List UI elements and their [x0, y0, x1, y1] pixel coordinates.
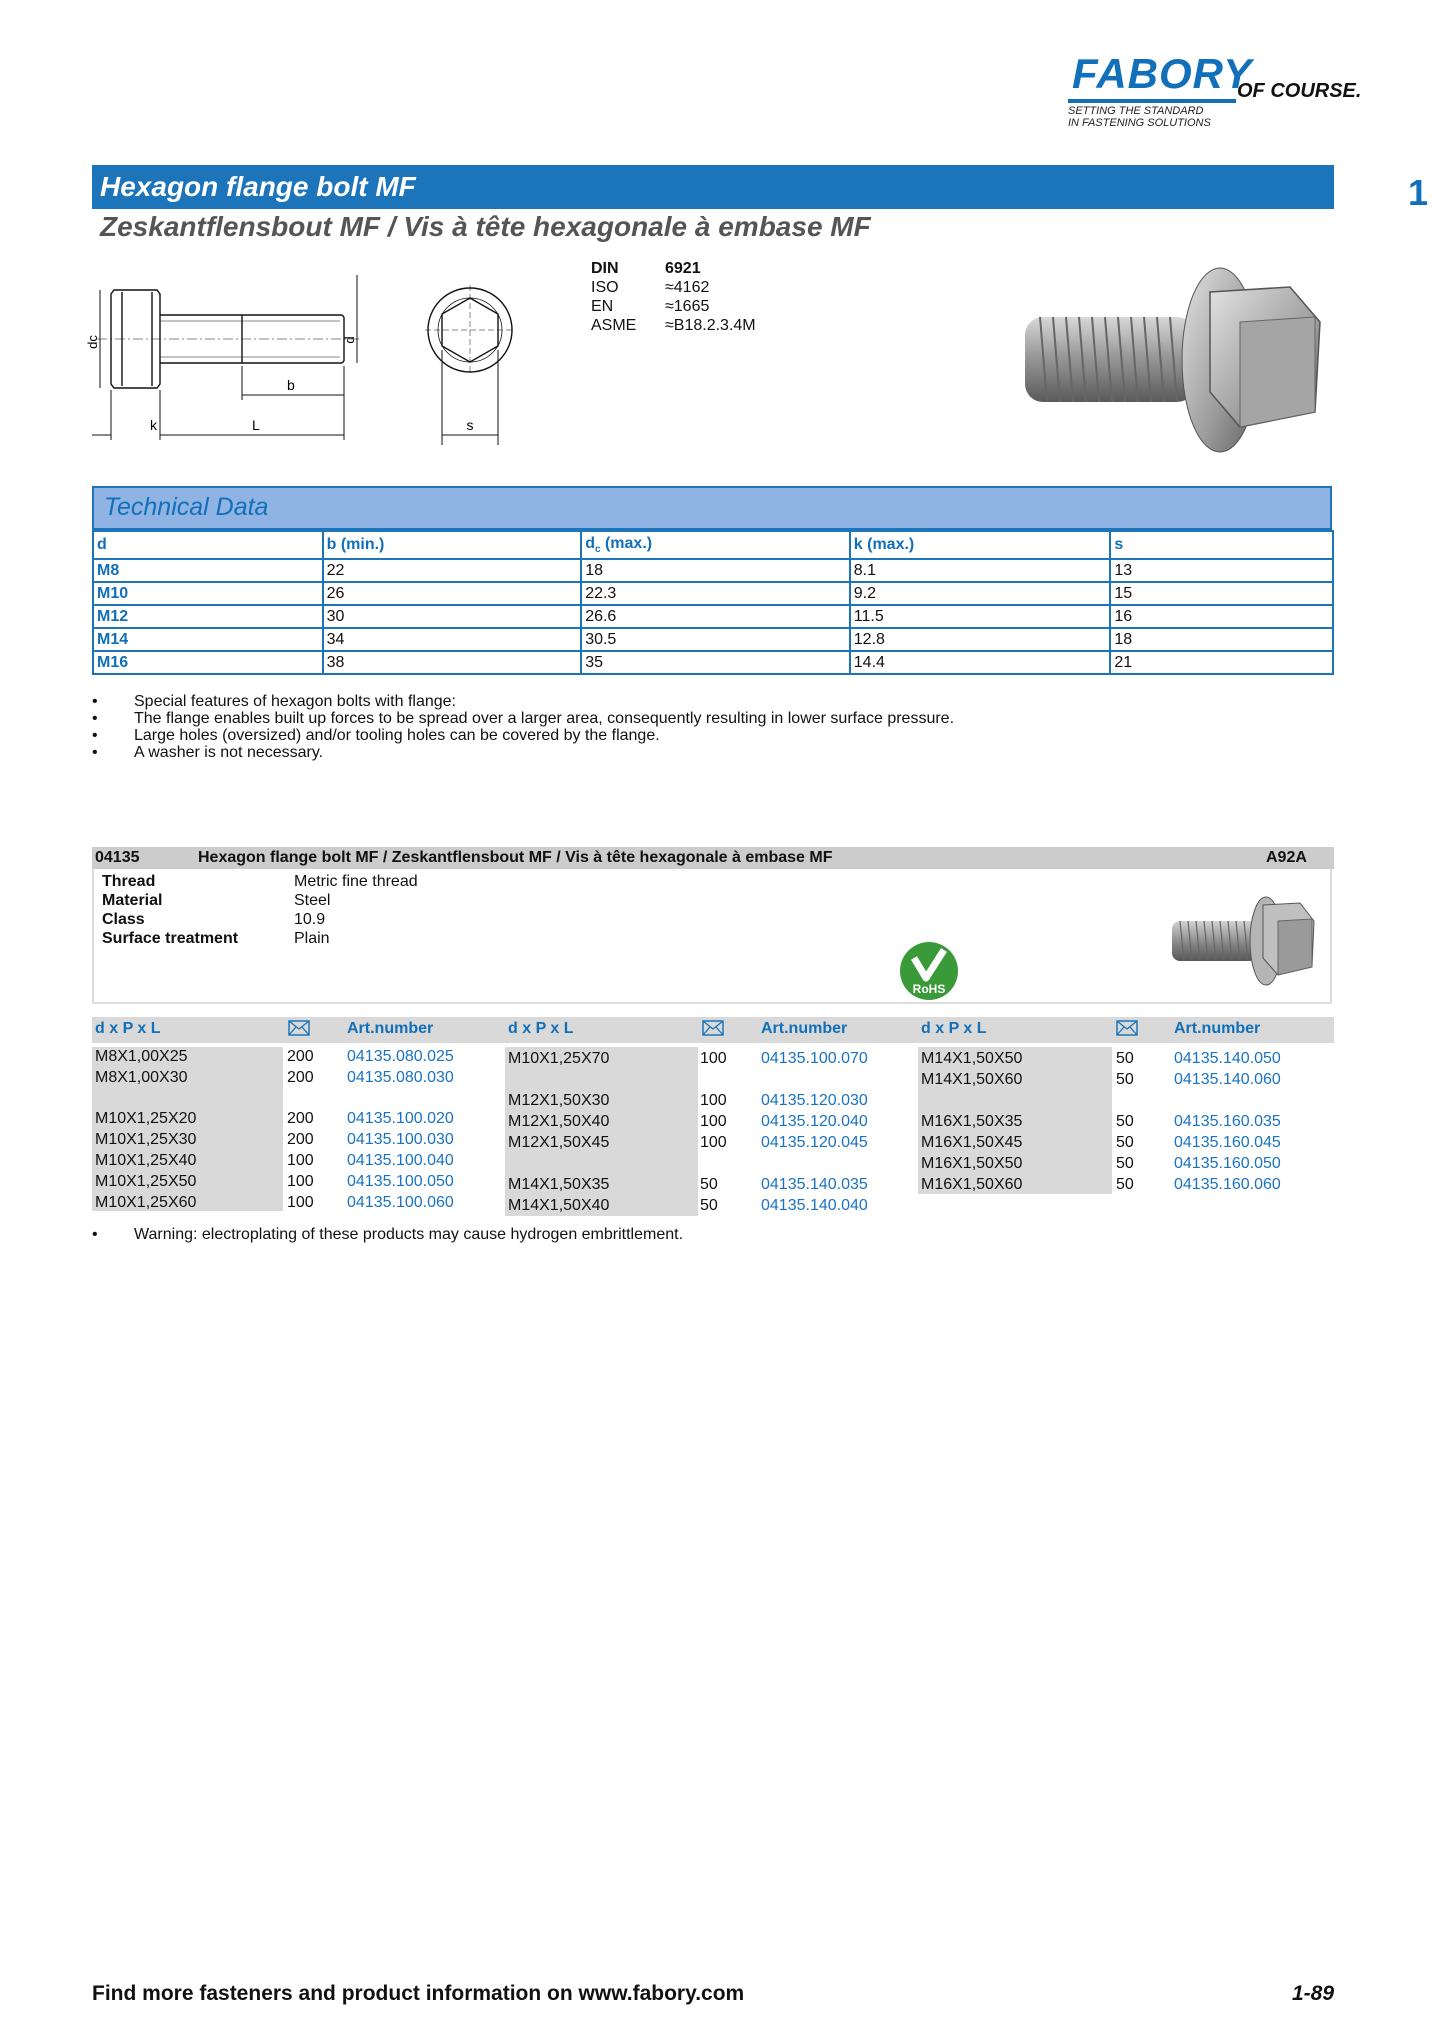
- table-row: [93, 559, 1333, 582]
- table-cell: 18: [581, 559, 850, 582]
- article-qty: 100: [700, 1092, 727, 1109]
- table-row: [93, 605, 1333, 628]
- column-header: $d_c$ (max.): [581, 531, 850, 559]
- logo-rule: [1068, 99, 1236, 103]
- article-size: M14X1,50X35: [508, 1176, 610, 1193]
- article-size: M10X1,25X40: [95, 1152, 197, 1169]
- logo-tagline-2: IN FASTENING SOLUTIONS: [1068, 117, 1211, 129]
- article-size: M14X1,50X60: [921, 1071, 1023, 1088]
- column-header: d: [93, 531, 323, 559]
- article-qty: 100: [287, 1152, 314, 1169]
- envelope-icon: [702, 1020, 724, 1041]
- article-number-link[interactable]: 04135.140.035: [761, 1176, 868, 1193]
- article-size: M8X1,00X25: [95, 1048, 188, 1065]
- article-number-link[interactable]: 04135.160.045: [1174, 1134, 1281, 1151]
- bolt-side-drawing: [85, 270, 392, 455]
- technical-data-title: Technical Data: [104, 493, 269, 521]
- table-header-row: [93, 531, 1333, 559]
- table-cell: M10: [93, 582, 323, 605]
- feature-note: • Large holes (oversized) and/or tooling holes can be covered by the flange.: [92, 727, 660, 744]
- article-size: M10X1,25X30: [95, 1131, 197, 1148]
- standard-key: DIN: [591, 260, 619, 277]
- column-header-art: Art.number: [347, 1020, 434, 1037]
- brand-logo-word: FABORY: [1072, 50, 1253, 97]
- table-cell: 22: [323, 559, 582, 582]
- table-cell: 34: [323, 628, 582, 651]
- column-header: b (min.): [323, 531, 582, 559]
- note-text: The flange enables built up forces to be spread over a larger area, consequently resulting in lower surface pressure.: [134, 710, 955, 727]
- rohs-badge-icon: [898, 940, 960, 1007]
- article-number-link[interactable]: 04135.140.040: [761, 1197, 868, 1214]
- article-number-link[interactable]: 04135.160.050: [1174, 1155, 1281, 1172]
- article-size: M12X1,50X45: [508, 1134, 610, 1151]
- product-code: 04135: [95, 849, 140, 866]
- svg-text:s: s: [466, 417, 474, 433]
- standard-value: 6921: [665, 260, 701, 277]
- article-size: M10X1,25X60: [95, 1194, 197, 1211]
- article-qty: 50: [700, 1176, 718, 1193]
- standard-key: EN: [591, 298, 614, 315]
- article-qty: 200: [287, 1131, 314, 1148]
- product-ref: A92A: [1266, 849, 1307, 866]
- standard-key: ASME: [591, 317, 637, 334]
- logo-tagline-1: SETTING THE STANDARD: [1068, 105, 1204, 117]
- article-size: M16X1,50X60: [921, 1176, 1023, 1193]
- article-number-link[interactable]: 04135.080.030: [347, 1069, 454, 1086]
- table-cell: 26: [323, 582, 582, 605]
- table-cell: M16: [93, 651, 323, 674]
- article-qty: 100: [700, 1134, 727, 1151]
- table-row: [93, 651, 1333, 674]
- article-size: M16X1,50X45: [921, 1134, 1023, 1151]
- svg-text:dc: dc: [85, 335, 100, 349]
- article-size: M14X1,50X40: [508, 1197, 610, 1214]
- standard-value: ≈1665: [665, 298, 710, 315]
- article-size: M10X1,25X70: [508, 1050, 610, 1067]
- article-qty: 100: [287, 1194, 314, 1211]
- table-cell: 30.5: [581, 628, 850, 651]
- article-size: M14X1,50X50: [921, 1050, 1023, 1067]
- article-number-link[interactable]: 04135.160.060: [1174, 1176, 1281, 1193]
- warning-note: • Warning: electroplating of these products may cause hydrogen embrittlement.: [92, 1226, 684, 1243]
- attribute-label: Class: [102, 911, 145, 928]
- table-cell: M8: [93, 559, 323, 582]
- article-size: M16X1,50X50: [921, 1155, 1023, 1172]
- table-cell: 14.4: [850, 651, 1111, 674]
- envelope-icon: [1116, 1020, 1138, 1041]
- table-cell: 26.6: [581, 605, 850, 628]
- table-cell: M14: [93, 628, 323, 651]
- column-header-size: d x P x L: [95, 1020, 161, 1037]
- rohs-label: RoHS: [912, 982, 946, 996]
- brand-logo-tag: OF COURSE.: [1237, 80, 1362, 102]
- standard-value: ≈4162: [665, 279, 710, 296]
- article-number-link[interactable]: 04135.120.045: [761, 1134, 868, 1151]
- article-size: M10X1,25X20: [95, 1110, 197, 1127]
- article-number-link[interactable]: 04135.080.025: [347, 1048, 454, 1065]
- footer-text: Find more fasteners and product information on www.fabory.com: [92, 1982, 745, 2005]
- product-description: Hexagon flange bolt MF / Zeskantflensbout MF / Vis à tête hexagonale à embase MF: [198, 849, 833, 866]
- attribute-value: Plain: [294, 930, 330, 947]
- column-header-art: Art.number: [1174, 1020, 1261, 1037]
- attribute-label: Surface treatment: [102, 930, 239, 947]
- article-qty: 100: [700, 1113, 727, 1130]
- table-cell: 11.5: [850, 605, 1111, 628]
- table-cell: 13: [1110, 559, 1333, 582]
- warning-text: Warning: electroplating of these products may cause hydrogen embrittlement.: [134, 1226, 684, 1243]
- table-row: [93, 628, 1333, 651]
- article-size: M8X1,00X30: [95, 1069, 188, 1086]
- standard-key: ISO: [591, 279, 619, 296]
- standard-value: ≈B18.2.3.4M: [665, 317, 756, 334]
- article-size: M16X1,50X35: [921, 1113, 1023, 1130]
- note-text: A washer is not necessary.: [134, 744, 324, 761]
- note-text: Special features of hexagon bolts with flange:: [134, 693, 456, 710]
- article-qty: 50: [1116, 1155, 1134, 1172]
- table-cell: 38: [323, 651, 582, 674]
- article-number-link[interactable]: 04135.100.030: [347, 1131, 454, 1148]
- article-qty: 100: [700, 1050, 727, 1067]
- article-qty: 50: [700, 1197, 718, 1214]
- article-qty: 100: [287, 1173, 314, 1190]
- column-header-art: Art.number: [761, 1020, 848, 1037]
- article-number-link[interactable]: 04135.160.035: [1174, 1113, 1281, 1130]
- column-header: s: [1110, 531, 1333, 559]
- article-qty: 50: [1116, 1050, 1134, 1067]
- page-subtitle: Zeskantflensbout MF / Vis à tête hexagonale à embase MF: [100, 211, 871, 242]
- article-qty: 50: [1116, 1134, 1134, 1151]
- attribute-label: Material: [102, 892, 163, 909]
- article-qty: 50: [1116, 1176, 1134, 1193]
- feature-note: • Special features of hexagon bolts with flange:: [92, 693, 456, 710]
- table-cell: 9.2: [850, 582, 1111, 605]
- table-cell: 8.1: [850, 559, 1111, 582]
- column-header-size: d x P x L: [508, 1020, 574, 1037]
- table-cell: 16: [1110, 605, 1333, 628]
- table-row: [93, 582, 1333, 605]
- article-qty: 50: [1116, 1071, 1134, 1088]
- article-qty: 200: [287, 1110, 314, 1127]
- feature-note: • The flange enables built up forces to be spread over a larger area, consequently resulting in lower surface pressure.: [92, 710, 955, 727]
- article-number-link[interactable]: 04135.100.070: [761, 1050, 868, 1067]
- bolt-photo: [1015, 262, 1335, 467]
- article-size: M12X1,50X40: [508, 1113, 610, 1130]
- envelope-icon: [288, 1020, 310, 1041]
- feature-note: • A washer is not necessary.: [92, 744, 324, 761]
- column-header: k (max.): [850, 531, 1111, 559]
- attribute-value: 10.9: [294, 911, 326, 928]
- article-number-link[interactable]: 04135.120.040: [761, 1113, 868, 1130]
- page-title: Hexagon flange bolt MF: [100, 171, 416, 202]
- table-cell: 35: [581, 651, 850, 674]
- article-number-link[interactable]: 04135.100.060: [347, 1194, 454, 1211]
- article-qty: 200: [287, 1069, 314, 1086]
- product-photo: [1168, 893, 1318, 993]
- svg-text:L: L: [252, 417, 260, 433]
- column-header-size: d x P x L: [921, 1020, 987, 1037]
- table-cell: 18: [1110, 628, 1333, 651]
- table-cell: 21: [1110, 651, 1333, 674]
- svg-text:b: b: [287, 377, 295, 393]
- product-box: [92, 869, 1332, 1004]
- article-number-link[interactable]: 04135.140.050: [1174, 1050, 1281, 1067]
- article-number-link[interactable]: 04135.100.020: [347, 1110, 454, 1127]
- article-number-link[interactable]: 04135.140.060: [1174, 1071, 1281, 1088]
- article-size: M12X1,50X30: [508, 1092, 610, 1109]
- article-size: M10X1,25X50: [95, 1173, 197, 1190]
- attribute-value: Steel: [294, 892, 331, 909]
- article-qty: 200: [287, 1048, 314, 1065]
- attribute-label: Thread: [102, 873, 156, 890]
- technical-data-table: [92, 530, 1334, 675]
- chapter-number: 1: [1408, 172, 1429, 213]
- page-number: 1-89: [1292, 1982, 1335, 2005]
- table-cell: 30: [323, 605, 582, 628]
- table-cell: 15: [1110, 582, 1333, 605]
- bolt-front-drawing: [420, 280, 520, 455]
- table-cell: 22.3: [581, 582, 850, 605]
- table-cell: M12: [93, 605, 323, 628]
- article-number-link[interactable]: 04135.100.050: [347, 1173, 454, 1190]
- article-number-link[interactable]: 04135.120.030: [761, 1092, 868, 1109]
- attribute-value: Metric fine thread: [294, 873, 418, 890]
- svg-text:d: d: [342, 336, 357, 344]
- technical-data-header: [92, 486, 1332, 530]
- svg-text:k: k: [150, 417, 157, 433]
- article-qty: 50: [1116, 1113, 1134, 1130]
- article-number-link[interactable]: 04135.100.040: [347, 1152, 454, 1169]
- note-text: Large holes (oversized) and/or tooling holes can be covered by the flange.: [134, 727, 660, 744]
- table-cell: 12.8: [850, 628, 1111, 651]
